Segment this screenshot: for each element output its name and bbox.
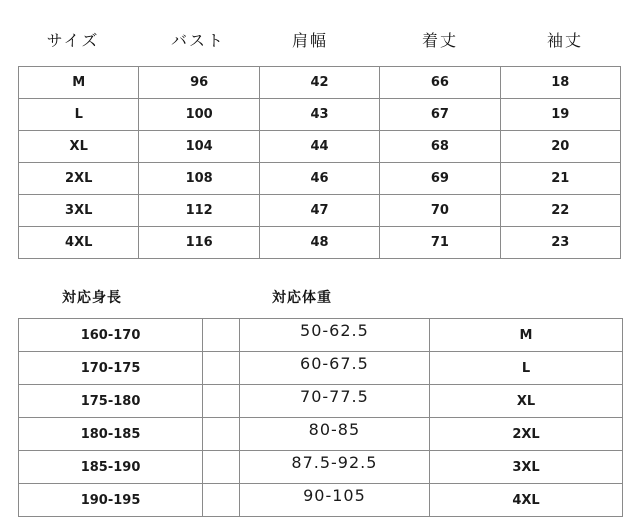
weight-cell: 87.5-92.5	[239, 451, 429, 484]
height-cell: 170-175	[19, 352, 203, 385]
table-row	[19, 195, 621, 227]
table-cell: 104	[139, 131, 259, 163]
weight-cell: 60-67.5	[239, 352, 429, 385]
height-cell: 185-190	[19, 451, 203, 484]
table-row	[19, 352, 623, 385]
table-cell: 22	[500, 195, 620, 227]
table-row	[19, 418, 623, 451]
table-cell: 70	[380, 195, 500, 227]
table-cell: L	[19, 99, 139, 131]
spacer-cell	[203, 418, 240, 451]
table-row	[19, 67, 621, 99]
table-cell: XL	[19, 131, 139, 163]
spacer-cell	[203, 352, 240, 385]
header-sleeve: 袖丈	[546, 31, 583, 50]
weight-label: 対応体重	[272, 290, 332, 306]
size-cell: 4XL	[429, 484, 622, 517]
table-cell: 42	[259, 67, 379, 99]
table-cell: 43	[259, 99, 379, 131]
size-cell: XL	[429, 385, 622, 418]
height-label: 対応身長	[62, 290, 122, 306]
spacer-cell	[203, 484, 240, 517]
spacer-cell	[203, 319, 240, 352]
spacer-cell	[203, 451, 240, 484]
table-cell: 68	[380, 131, 500, 163]
table-cell: 21	[500, 163, 620, 195]
weight-cell: 70-77.5	[239, 385, 429, 418]
table-cell: 23	[500, 227, 620, 259]
size-cell: M	[429, 319, 622, 352]
size-cell: 2XL	[429, 418, 622, 451]
table-row	[19, 451, 623, 484]
size-cell: L	[429, 352, 622, 385]
table-cell: 20	[500, 131, 620, 163]
correspondence-table	[18, 318, 623, 517]
weight-cell: 90-105	[239, 484, 429, 517]
size-cell: 3XL	[429, 451, 622, 484]
table-row	[19, 131, 621, 163]
weight-cell: 80-85	[239, 418, 429, 451]
header-length: 着丈	[421, 31, 458, 50]
table-cell: 4XL	[19, 227, 139, 259]
table-row	[19, 385, 623, 418]
table-cell: 48	[259, 227, 379, 259]
table-cell: 96	[139, 67, 259, 99]
size-chart-table	[18, 66, 621, 259]
header-shoulder: 肩幅	[291, 31, 328, 50]
table-row	[19, 163, 621, 195]
spacer-cell	[203, 385, 240, 418]
header-bust: バスト	[170, 31, 225, 50]
table-cell: 69	[380, 163, 500, 195]
table-cell: 2XL	[19, 163, 139, 195]
table-cell: 100	[139, 99, 259, 131]
table-cell: M	[19, 67, 139, 99]
table-row	[19, 99, 621, 131]
height-cell: 175-180	[19, 385, 203, 418]
table-cell: 116	[139, 227, 259, 259]
table-cell: 18	[500, 67, 620, 99]
table-cell: 108	[139, 163, 259, 195]
table-cell: 66	[380, 67, 500, 99]
table-cell: 3XL	[19, 195, 139, 227]
table-cell: 47	[259, 195, 379, 227]
table-cell: 71	[380, 227, 500, 259]
table-cell: 112	[139, 195, 259, 227]
table-cell: 67	[380, 99, 500, 131]
table-cell: 19	[500, 99, 620, 131]
height-cell: 190-195	[19, 484, 203, 517]
height-cell: 180-185	[19, 418, 203, 451]
height-cell: 160-170	[19, 319, 203, 352]
weight-cell: 50-62.5	[239, 319, 429, 352]
table-cell: 44	[259, 131, 379, 163]
table-row	[19, 484, 623, 517]
table-row	[19, 319, 623, 352]
table-row	[19, 227, 621, 259]
header-size: サイズ	[46, 31, 100, 50]
table-cell: 46	[259, 163, 379, 195]
